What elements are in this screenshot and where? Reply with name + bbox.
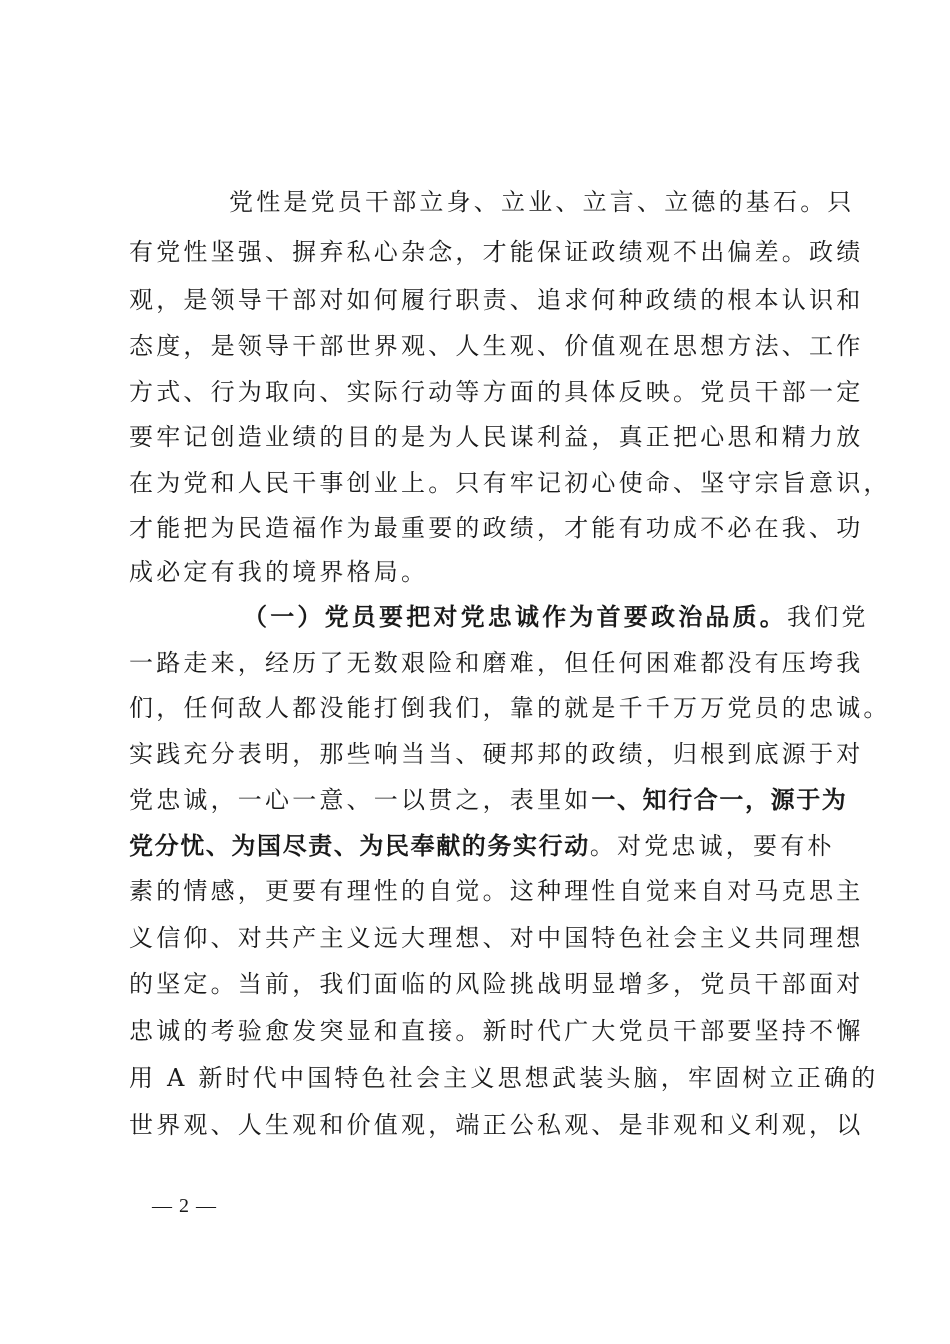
paragraph-2-line-12: 世界观、人生观和价值观，端正公私观、是非观和义利观，以 (129, 1111, 864, 1139)
emphasis-text: 一、知行合一，源于为 (591, 786, 848, 814)
paragraph-2-line-7: 素的情感，更要有理性的自觉。这种理性自觉来自对马克思主 (129, 877, 864, 905)
paragraph-2-line-5 (129, 780, 848, 820)
paragraph-2-line-10: 忠诚的考验愈发突显和直接。新时代广大党员干部要坚持不懈 (129, 1017, 864, 1045)
paragraph-1-line-7: 在为党和人民干事创业上。只有牢记初心使命、坚守宗旨意识， (129, 469, 891, 497)
paragraph-2-heading-line (243, 597, 869, 637)
paragraph-1-line-4: 态度，是领导干部世界观、人生观、价值观在思想方法、工作 (129, 332, 864, 360)
heading-tail-text: 我们党 (787, 603, 869, 631)
paragraph-2-line-4: 实践充分表明，那些响当当、硬邦邦的政绩，归根到底源于对 (129, 740, 864, 768)
line-plain-text: 党忠诚，一心一意、一以贯之，表里如 (129, 786, 592, 814)
paragraph-1-line-5: 方式、行为取向、实际行动等方面的具体反映。党员干部一定 (129, 378, 864, 406)
paragraph-2-line-8: 义信仰、对共产主义远大理想、对中国特色社会主义共同理想 (129, 924, 864, 952)
section-heading: （一）党员要把对党忠诚作为首要政治品质。 (243, 602, 787, 631)
paragraph-2-line-3: 们，任何敌人都没能打倒我们，靠的就是千千万万党员的忠诚。 (129, 694, 891, 722)
paragraph-2-line-9: 的坚定。当前，我们面临的风险挑战明显增多，党员干部面对 (129, 970, 864, 998)
paragraph-1-line-6: 要牢记创造业绩的目的是为人民谋利益，真正把心思和精力放 (129, 423, 864, 451)
emphasis-text: 党分忧、为国尽责、为民奉献的务实行动 (129, 832, 590, 860)
paragraph-2-line-6 (129, 826, 835, 866)
paragraph-1-line-2: 有党性坚强、摒弃私心杂念，才能保证政绩观不出偏差。政绩 (129, 238, 864, 266)
paragraph-1-line-8: 才能把为民造福作为最重要的政绩，才能有功成不必在我、功 (129, 514, 864, 542)
line-plain-text: 。对党忠诚，要有朴 (589, 832, 835, 860)
paragraph-1-line-3: 观，是领导干部对如何履行职责、追求何种政绩的根本认识和 (129, 286, 864, 314)
paragraph-1-line-1: 党性是党员干部立身、立业、立言、立德的基石。只 (229, 188, 855, 216)
paragraph-2-line-11: 用 A 新时代中国特色社会主义思想武装头脑，牢固树立正确的 (129, 1064, 879, 1092)
page-number: — 2 — (152, 1195, 217, 1217)
paragraph-2-line-2: 一路走来，经历了无数艰险和磨难，但任何困难都没有压垮我 (129, 649, 864, 677)
paragraph-1-line-9: 成必定有我的境界格局。 (129, 558, 429, 586)
